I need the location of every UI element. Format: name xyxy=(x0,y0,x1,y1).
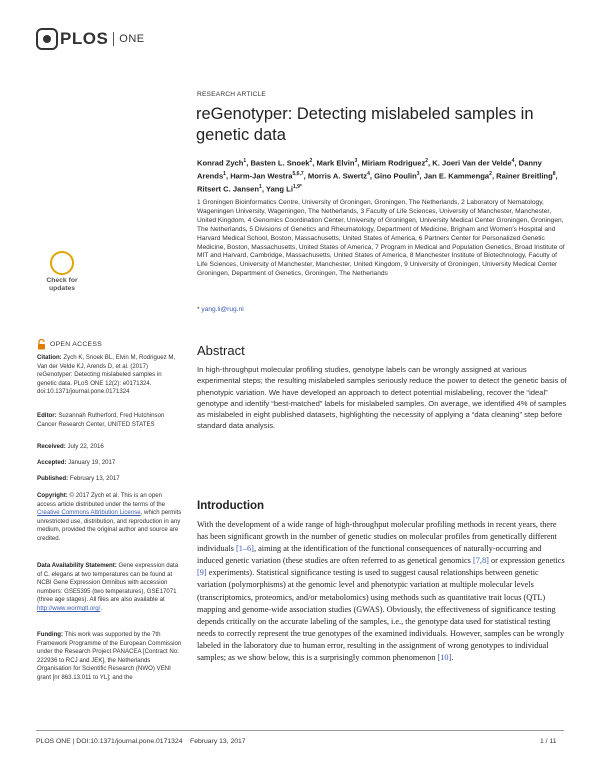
check-for-updates-badge[interactable] xyxy=(37,251,87,306)
accepted-block xyxy=(37,459,182,468)
author-affiliation-marker: 1 xyxy=(259,184,262,191)
citation-link-3[interactable]: [9] xyxy=(197,568,207,578)
editor-label: Editor: xyxy=(37,412,57,419)
citation-link-4[interactable]: [10] xyxy=(437,653,452,663)
check-updates-icon xyxy=(50,251,74,275)
open-access-text: OPEN ACCESS xyxy=(50,341,103,348)
data-availability-label: Data Availability Statement: xyxy=(37,562,117,569)
email-marker: * xyxy=(197,306,200,313)
accepted-label: Accepted: xyxy=(37,459,67,466)
copyright-text-1: © 2017 Zych et al. This is an open access article distributed under the terms of the xyxy=(37,492,166,508)
data-availability-text: Gene expression data of C. elegans at two temperatures can be found at NCBI Gene Expression Omnibus with accession numbers: GSE5395 (two temperatures), GSE17071 (three age stages). All files are also available at xyxy=(37,562,179,604)
author-affiliation-marker: 5,6,7 xyxy=(292,171,304,178)
logo-journal: ONE xyxy=(119,33,145,45)
author-name: Jan E. Kammenga xyxy=(423,171,490,181)
article-title: reGenotyper: Detecting mislabeled samples in genetic data xyxy=(196,105,534,144)
received-label: Received: xyxy=(37,443,66,450)
author-name: Basten L. Snoek xyxy=(250,158,310,168)
introduction-text xyxy=(197,519,569,664)
author-affiliation-marker: 2 xyxy=(489,171,492,178)
author-affiliation-marker: 1 xyxy=(243,158,247,164)
citation-link-2[interactable]: [7,8] xyxy=(473,556,489,566)
funding-label: Funding: xyxy=(37,631,64,638)
author-affiliation-marker: 3 xyxy=(416,171,420,178)
page-number: 1 / 11 xyxy=(540,738,557,745)
citation-text: Zych K, Snoek BL, Elvin M, Rodriguez M, Van der Velde KJ, Arends D, et al. (2017) reGenotyper: Detecting mislabeled samples in genetic data. PLoS ONE 12(2): e0171324. doi:10.1371/journal.pone.0171324 xyxy=(37,354,176,396)
author-name: Miriam Rodriguez xyxy=(361,158,426,168)
author-name: K. Joeri Van der Velde xyxy=(432,158,512,168)
author-affiliation-marker: 3 xyxy=(354,158,358,164)
citation-link-1[interactable]: [1–6] xyxy=(235,544,254,554)
author-name: Yang Li xyxy=(265,184,293,194)
abstract-text: In high-throughput molecular profiling studies, genotype labels can be wrongly assigned at various experimental steps; the resulting mislabeled samples seriously reduce the power to detect the genetic basis of phenotypic variation. We have developed an approach to detect potential mislabeling, recover the “ideal” genotype and identify “best-matched” labels for mislabeled samples. On average, we identified 4% of samples as mislabeled in eight published datasets, highlighting the necessity of applying a “data cleaning” step before standard data analysis. xyxy=(197,365,567,431)
author-name: Mark Elvin xyxy=(316,158,355,168)
abstract-heading: Abstract xyxy=(197,343,245,358)
copyright-block xyxy=(37,492,182,544)
corresponding-email xyxy=(197,306,244,313)
author-name: Konrad Zych xyxy=(197,158,244,168)
published-block xyxy=(37,475,182,484)
accepted-date: January 19, 2017 xyxy=(68,459,116,466)
intro-part-4: experiments). Statistical significance testing is used to suggest causal relationships between genetic variation (polymorphisms) at the genomic level and phenotypic variation at multiple molecular levels (transcriptomics, proteomics, and/or metabolomics) using methods such as quantitative trait locus (QTL) mapping and genome-wide association studies (GWAS). Obviously, the effectiveness of significance testing depends critically on the accurate labeling of the samples, i.e., the genotype data used for statistical testing needs to correctly represent the true genotypes of the examined individuals. However, samples can be wrongly labeled in the laboratory due to human error, resulting in the assignment of wrong genotypes to individual samples; as we show below, this is a surprisingly common phenomenon xyxy=(197,568,565,663)
footer-divider xyxy=(36,730,564,731)
received-block xyxy=(37,443,182,452)
copyright-text-2: , which permits unrestricted use, distribution, and reproduction in any medium, provided the original author and source are credited. xyxy=(37,509,182,542)
author-name: Danny Arends xyxy=(197,158,542,181)
badge-line-2: updates xyxy=(48,285,76,292)
author-affiliation-marker: 1 xyxy=(223,171,226,178)
copyright-label: Copyright: xyxy=(37,492,68,499)
wormqtl-link[interactable]: http://www.wormqtl.org/ xyxy=(37,604,101,612)
author-name: Rainer Breitling xyxy=(496,171,553,181)
article-type: RESEARCH ARTICLE xyxy=(197,91,267,98)
affiliations: 1 Groningen Bioinformatics Centre, University of Groningen, Groningen, The Netherlands, 2 Laboratory of Nematology, Wageningen University, Wageningen, The Netherlands, 3 Faculty of Life Sciences, University of Manchester, Manchester, United Kingdom, 4 Genomics Coordination Center, University of Groningen, University Medical Center Groningen, Groningen, The Netherlands, 5 Divisions of Genetics and Rheumatology, Department of Medicine, Brigham and Women's Hospital and Harvard Medical School, Boston, Massachusetts, United States of America, 6 Partners Center for Personalized Genetic Medicine, Boston, Massachusetts, United States of America, 7 Program in Medical and Population Genetics, Broad Institute of MIT and Harvard, Cambridge, Massachusetts, United States of America, 8 Manchester Institute of Biotechnology, Faculty of Life Sciences, University of Manchester, Manchester, United Kingdom, 9 University of Groningen, University Medical Center Groningen, Department of Genetics, Groningen, The Netherlands xyxy=(197,199,565,278)
intro-part-1: With the development of a wide range of high-throughput molecular profiling methods in recent years, there has been significant growth in the number of genetic studies on molecular profiles from genetically different individuals xyxy=(197,520,557,554)
citation-label: Citation: xyxy=(37,354,62,361)
footer-citation: PLOS ONE | DOI:10.1371/journal.pone.0171324 February 13, 2017 xyxy=(36,738,246,745)
license-link[interactable]: Creative Commons Attribution License xyxy=(37,509,141,517)
author-affiliation-marker: 4 xyxy=(511,158,515,164)
journal-logo xyxy=(36,28,145,50)
author-affiliation-marker: 1,9* xyxy=(292,184,302,191)
funding-block xyxy=(37,631,182,683)
editor-text: Suzannah Rutherford, Fred Hutchinson Cancer Research Center, UNITED STATES xyxy=(37,412,165,428)
author-name: Gino Poulin xyxy=(374,171,417,181)
author-affiliation-marker: 2 xyxy=(425,158,429,164)
plos-logo-icon xyxy=(36,28,58,50)
open-lock-icon xyxy=(37,339,46,350)
open-access-label xyxy=(37,339,102,350)
intro-part-2: , aiming at the identification of the functional consequences of naturally-occurring and induced genetic variation (these studies are often referred to as genetical genomics xyxy=(197,544,542,566)
data-availability-block xyxy=(37,562,182,614)
author-affiliation-marker: 4 xyxy=(367,171,370,178)
data-availability-end: . xyxy=(100,604,103,612)
published-date: February 13, 2017 xyxy=(69,475,120,482)
email-link[interactable]: yang.li@rug.nl xyxy=(201,306,244,313)
author-name: Ritsert C. Jansen xyxy=(197,184,260,194)
received-date: July 22, 2016 xyxy=(67,443,104,450)
author-name: Harm-Jan Westra xyxy=(230,171,293,181)
author-name: Morris A. Swertz xyxy=(307,171,368,181)
intro-part-5: . xyxy=(451,653,454,663)
intro-part-3: or expression genetics xyxy=(488,556,565,566)
published-label: Published: xyxy=(37,475,69,482)
logo-divider xyxy=(113,32,114,46)
author-affiliation-marker: 2 xyxy=(309,158,313,164)
author-affiliation-marker: 8 xyxy=(552,171,556,178)
citation-block xyxy=(37,354,182,397)
badge-line-1: Check for xyxy=(46,277,78,284)
introduction-heading: Introduction xyxy=(197,500,265,512)
funding-text: This work was supported by the 7th Framework Programme of the European Commission under the Research Project PANACEA [Contract No: 222936 to RCJ and JEK], the Netherlands Organisation for Scientific Research (NWO) VENI grant [nr 863.13.011 to YL]; and the xyxy=(37,631,182,681)
editor-block xyxy=(37,412,182,429)
author-list: Konrad Zych$^1$, Basten L. Snoek$^2$, Mark Elvin$^3$, Miriam Rodriguez$^2$, K. Joeri Van der Velde$^4$, Danny Arends$^1$, Harm-Jan Westra$^{5,6,7}$, Morris A. Swertz$^4$, Gino Poulin$^3$, Jan E. Kammenga$^2$, Rainer Breitling$^8$, Ritsert C. Jansen$^1$, Yang $Li^{1,9*}$ xyxy=(197,158,558,194)
logo-brand: PLOS xyxy=(60,29,109,48)
